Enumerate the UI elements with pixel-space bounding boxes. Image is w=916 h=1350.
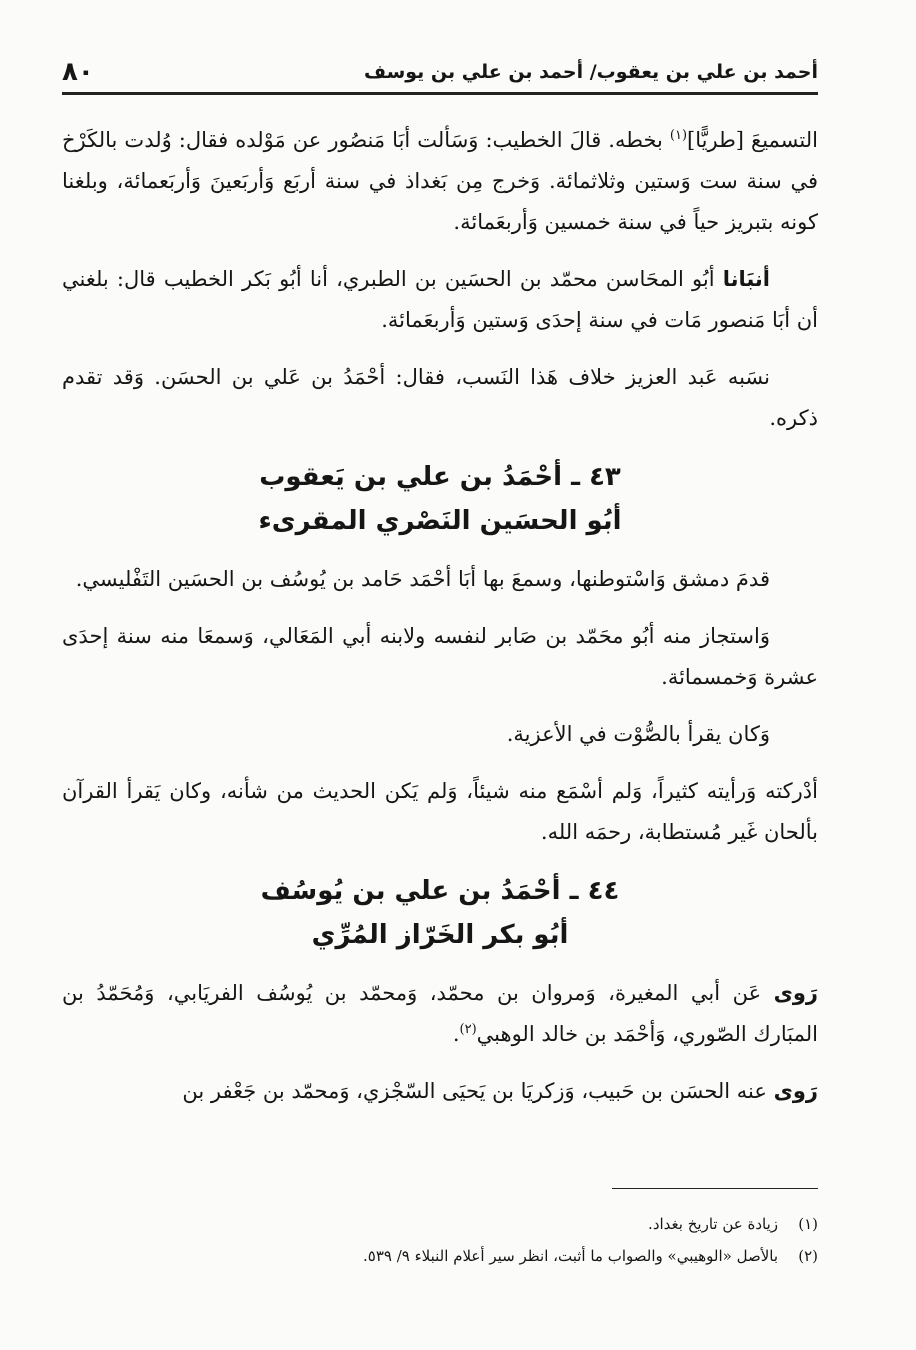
running-head: أحمد بن علي بن يعقوب/ أحمد بن علي بن يوسف (363, 61, 818, 83)
entry44-paragraph (62, 973, 818, 1055)
footnotes (62, 1208, 818, 1272)
paragraph-text: بخطه. قالَ الخطيب: وَسَألت أبَا مَنصُور عن مَوْلده فقال: وُلدت بالكَرْخ في سنة ست وَستين وثلاثمائة. وَخرج مِن بَغداذ في سنة أربَع وَأربَعينَ وَأربَعمائة، وبلغنا كونه بتبريز حياً في سنة خمسين وَأربعَمائة. (62, 128, 818, 234)
footnote (62, 1208, 818, 1240)
paragraph-nasab (62, 357, 818, 439)
paragraph-text: التسميعَ [طريًّا] (687, 128, 818, 152)
entry-subtitle: أبُو الحسَين النَصْري المقرىء (258, 506, 622, 536)
paragraph-text: نسَبه عَبد العزيز خلاف هَذا النَسب، فقال: أحْمَدُ بن عَلي بن الحسَن. وَقد تقدم ذكره. (62, 365, 818, 430)
paragraph-text: عنه الحسَن بن حَبيب، وَزكريَا بن يَحيَى السّجْزي، وَمحمّد بن جَعْفر بن (182, 1079, 774, 1103)
footnote-text: بالأصل «الوهيبي» والصواب ما أثبت، انظر سير أعلام النبلاء ٩/ ٥٣٩. (363, 1247, 778, 1265)
page-body (62, 120, 818, 1128)
paragraph-continuation (62, 120, 818, 243)
paragraph-anbana (62, 259, 818, 341)
paragraph-text: أبُو المحَاسن محمّد بن الحسَين بن الطبري، أنا أبُو بَكر الخطيب قال: بلغني أن أبَا مَنصور مَات في سنة إحدَى وَستين وَأربعَمائة. (62, 267, 818, 332)
footnote-number: (٢) (798, 1247, 818, 1265)
paragraph-text: . (452, 1022, 460, 1046)
entry43-paragraph (62, 771, 818, 853)
entry44-paragraph (62, 1071, 818, 1112)
lead-word: رَوى (773, 1079, 818, 1103)
entry-title: ٤٤ ـ أحْمَدُ بن علي بن يُوسُف (260, 876, 620, 906)
paragraph-text: وَكان يقرأ بالصُّوْت في الأعزية. (506, 722, 770, 746)
paragraph-text: عَن أبي المغيرة، وَمروان بن محمّد، وَمحمّد بن يُوسُف الفريَابي، وَمُحَمّدُ بن المبَارك الصّوري، وَأحْمَد بن خالد الوهبي (62, 981, 818, 1046)
footnote-divider (612, 1188, 818, 1189)
page-number: ٨٠ (62, 57, 94, 87)
entry43-paragraph (62, 714, 818, 755)
footnote-ref: (١) (669, 128, 688, 143)
paragraph-text: وَاستجاز منه أبُو محَمّد بن صَابر لنفسه ولابنه أبي المَعَالي، وَسمعَا منه سنة إحدَى عشرة وَخمسمائة. (62, 624, 818, 689)
page-header (62, 52, 818, 95)
footnote-number: (١) (798, 1215, 818, 1233)
entry43-paragraph (62, 559, 818, 600)
entry43-paragraph (62, 616, 818, 698)
entry-heading-44 (62, 869, 818, 957)
footnote-ref: (٢) (459, 1022, 477, 1037)
lead-word: أنبَانا (722, 267, 770, 291)
footnote-text: زيادة عن تاريخ بغداد. (648, 1215, 778, 1233)
footnote (62, 1240, 818, 1272)
lead-word: رَوى (773, 981, 818, 1005)
paragraph-text: قدمَ دمشق وَاسْتوطنها، وسمعَ بها أبَا أحْمَد حَامد بن يُوسُف بن الحسَين التَفْليسي. (75, 567, 770, 591)
entry-subtitle: أبُو بكر الخَرّاز المُرِّي (311, 920, 569, 950)
entry-heading-43 (62, 455, 818, 543)
entry-title: ٤٣ ـ أحْمَدُ بن علي بن يَعقوب (259, 462, 621, 492)
paragraph-text: أدْركته وَرأيته كثيراً، وَلم أسْمَع منه شيئاً، وَلم يَكن الحديث من شأنه، وكان يَقرأ القرآن بألحان غَير مُستطابة، رحمَه الله. (62, 779, 818, 844)
